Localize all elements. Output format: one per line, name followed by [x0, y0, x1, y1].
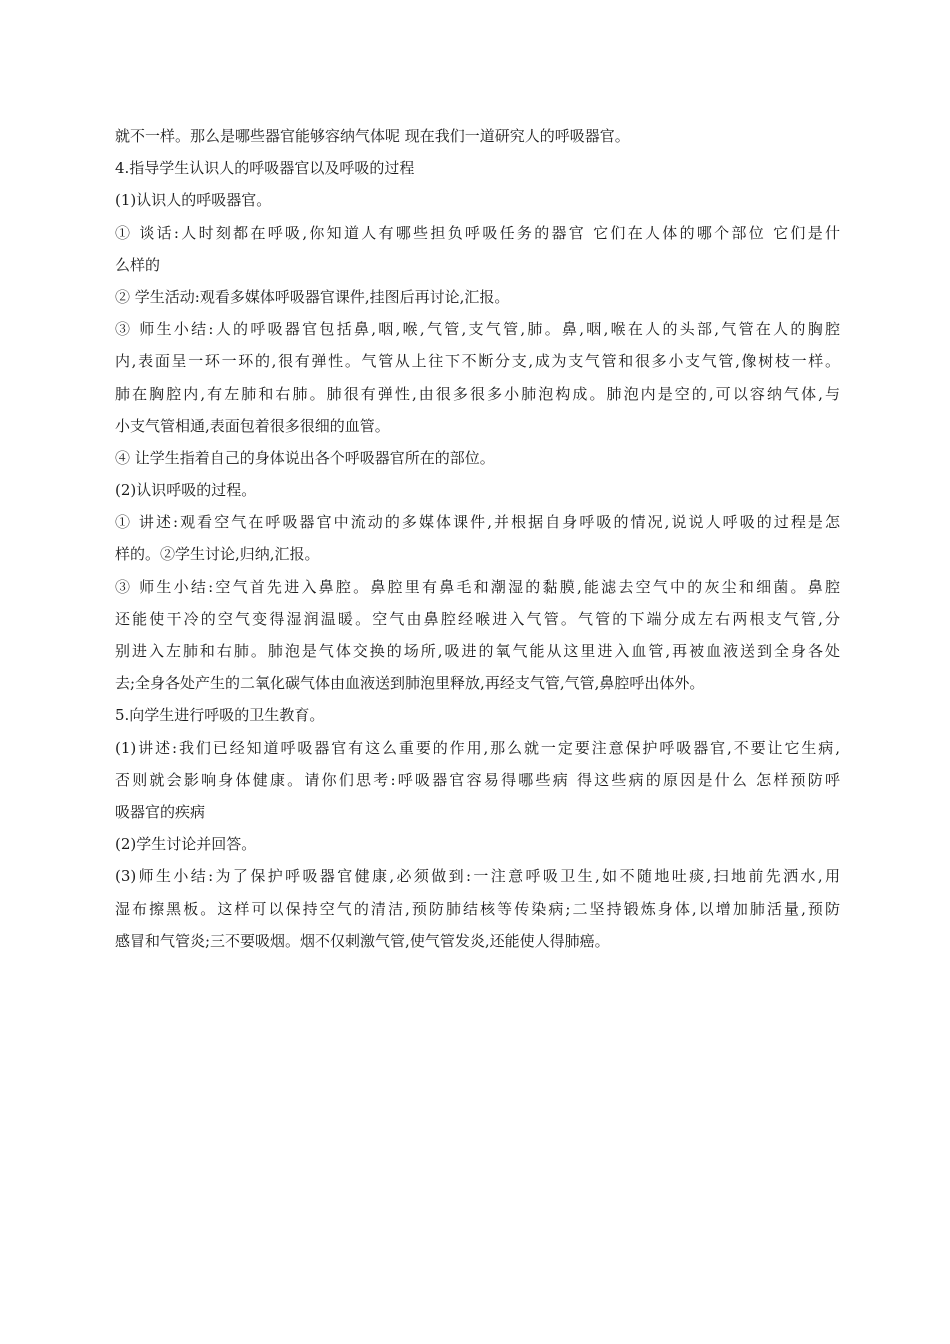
text-line: 内,表面呈一环一环的,很有弹性。气管从上往下不断分支,成为支气管和很多小支气管,像树枝一样。 — [115, 352, 840, 371]
text-line: 还能使干冷的空气变得湿润温暖。空气由鼻腔经喉进入气管。气管的下端分成左右两根支气管,分 — [115, 609, 840, 628]
text-line: 肺在胸腔内,有左肺和右肺。肺很有弹性,由很多很多小肺泡构成。肺泡内是空的,可以容纳气体,与 — [115, 384, 840, 403]
text-line: ④ 让学生指着自己的身体说出各个呼吸器官所在的部位。 — [115, 448, 495, 467]
subsection-heading: (1)认识人的呼吸器官。 — [115, 191, 272, 210]
document-body — [115, 120, 840, 957]
text-line: 感冒和气管炎;三不要吸烟。烟不仅刺激气管,使气管发炎,还能使人得肺癌。 — [115, 931, 610, 950]
text-line: 吸器官的疾病 — [115, 802, 206, 821]
text-line: (2)学生讨论并回答。 — [115, 835, 257, 854]
text-line: 去;全身各处产生的二氧化碳气体由血液送到肺泡里释放,再经支气管,气管,鼻腔呼出体外。 — [115, 674, 705, 693]
text-line: 样的。②学生讨论,归纳,汇报。 — [115, 545, 320, 564]
text-line: 么样的 — [115, 255, 161, 274]
text-line: ③ 师生小结:空气首先进入鼻腔。鼻腔里有鼻毛和潮湿的黏膜,能滤去空气中的灰尘和细菌。鼻腔 — [115, 577, 840, 596]
text-line: (3)师生小结:为了保护呼吸器官健康,必须做到:一注意呼吸卫生,如不随地吐痰,扫地前先洒水,用 — [115, 867, 840, 886]
text-line: ① 讲述:观看空气在呼吸器官中流动的多媒体课件,并根据自身呼吸的情况,说说人呼吸的过程是怎 — [115, 513, 840, 532]
text-line: 小支气管相通,表面包着很多很细的血管。 — [115, 416, 390, 435]
section-heading: 5.向学生进行呼吸的卫生教育。 — [115, 706, 325, 725]
text-line: 湿布擦黑板。这样可以保持空气的清洁,预防肺结核等传染病;二坚持锻炼身体,以增加肺活量,预防 — [115, 899, 840, 918]
text-line: 别进入左肺和右肺。肺泡是气体交换的场所,吸进的氧气能从这里进入血管,再被血液送到全身各处 — [115, 642, 840, 660]
text-line: 就不一样。那么是哪些器官能够容纳气体呢 现在我们一道研究人的呼吸器官。 — [115, 127, 630, 145]
subsection-heading: (2)认识呼吸的过程。 — [115, 481, 257, 500]
text-line: (1)讲述:我们已经知道呼吸器官有这么重要的作用,那么就一定要注意保护呼吸器官,不要让它生病, — [115, 738, 840, 757]
text-line: ② 学生活动:观看多媒体呼吸器官课件,挂图后再讨论,汇报。 — [115, 287, 510, 306]
text-line: 否则就会影响身体健康。请你们思考:呼吸器官容易得哪些病 得这些病的原因是什么 怎样预防呼 — [115, 770, 840, 789]
section-heading: 4.指导学生认识人的呼吸器官以及呼吸的过程 — [115, 159, 415, 178]
text-line: ① 谈话:人时刻都在呼吸,你知道人有哪些担负呼吸任务的器官 它们在人体的哪个部位 它们是什 — [115, 223, 840, 242]
text-line: ③ 师生小结:人的呼吸器官包括鼻,咽,喉,气管,支气管,肺。鼻,咽,喉在人的头部,气管在人的胸腔 — [115, 320, 840, 339]
